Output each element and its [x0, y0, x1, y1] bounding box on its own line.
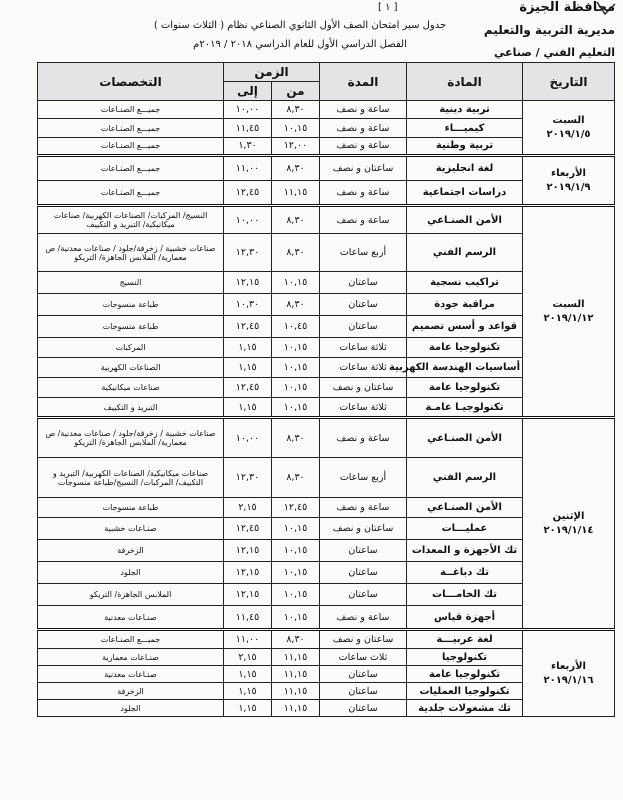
- duration-cell: ساعتان و نصف: [320, 378, 407, 398]
- from-cell: ١٠,١٥: [272, 584, 320, 606]
- subject-cell: تك الأجهزة و المعدات: [407, 540, 523, 562]
- to-cell: ١,١٥: [224, 338, 272, 358]
- subject-cell: تكنولوجيا عامة: [407, 378, 523, 398]
- from-cell: ١٠,١٥: [272, 540, 320, 562]
- spec-cell: طباعة منسوجات: [38, 316, 224, 338]
- duration-cell: ساعة و نصف: [320, 418, 407, 458]
- subject-cell: لغة عربيـــة: [407, 630, 523, 649]
- to-cell: ٢,١٥: [224, 649, 272, 666]
- from-cell: ١١,١٥: [272, 181, 320, 206]
- from-cell: ١٠,١٥: [272, 398, 320, 418]
- day-cell: [523, 630, 615, 717]
- subject-cell: تك دباغــة: [407, 562, 523, 584]
- to-cell: ١٢,٣٠: [224, 458, 272, 498]
- to-cell: ١,١٥: [224, 666, 272, 683]
- day-cell: [523, 156, 615, 206]
- to-cell: ١,١٥: [224, 398, 272, 418]
- spec-cell: صناعات خشبية / زخرفة/جلود / صناعات معدنية/ ص معمارية/ الملابس الجاهزة/ التريكو: [38, 418, 224, 458]
- spec-cell: جميـــع الصنـاعات: [38, 181, 224, 206]
- duration-cell: ساعتان: [320, 666, 407, 683]
- to-cell: ١٠,٠٠: [224, 101, 272, 119]
- spec-cell: صناعات ميكانيكية: [38, 378, 224, 398]
- header-to: إلى: [224, 82, 272, 101]
- section-title: التعليم الفني / صناعي: [493, 46, 615, 59]
- subject-cell: كيميـــاء: [407, 119, 523, 137]
- spec-cell: النسيج: [38, 272, 224, 294]
- duration-cell: ساعة و نصف: [320, 181, 407, 206]
- to-cell: ١٢,٤٥: [224, 518, 272, 540]
- from-cell: ٨,٣٠: [272, 630, 320, 649]
- to-cell: ١١,٤٥: [224, 606, 272, 630]
- to-cell: ٢,١٥: [224, 498, 272, 518]
- from-cell: ١٠,١٥: [272, 518, 320, 540]
- duration-cell: ثلاث ساعات: [320, 649, 407, 666]
- spec-cell: صناعات خشبية / زخرفة/جلود / صناعات معدنية/ ص معمارية/ الملابس الجاهزة/ التريكو: [38, 234, 224, 272]
- subject-cell: تربية وطنية: [407, 137, 523, 155]
- to-cell: ١,١٥: [224, 700, 272, 717]
- subject-cell: تكنولوجيا عامة: [407, 338, 523, 358]
- duration-cell: ساعة و نصف: [320, 498, 407, 518]
- to-cell: ١٢,٤٥: [224, 378, 272, 398]
- duration-cell: ساعتان: [320, 272, 407, 294]
- header-time: الزمن: [224, 63, 320, 82]
- from-cell: ٨,٣٠: [272, 101, 320, 119]
- subject-cell: الأمن الصنـاعي: [407, 418, 523, 458]
- duration-cell: ساعتان: [320, 294, 407, 316]
- spec-cell: الجلود: [38, 562, 224, 584]
- to-cell: ١٠,٣٠: [224, 294, 272, 316]
- to-cell: ١٢,١٥: [224, 540, 272, 562]
- to-cell: ١٢,٤٥: [224, 316, 272, 338]
- spec-cell: الملابس الجاهزة/ التريكو: [38, 584, 224, 606]
- to-cell: ١٢,١٥: [224, 562, 272, 584]
- term-title: الفصل الدراسي الأول للعام الدراسي ٢٠١٨ / ٢٠١٩م: [193, 39, 407, 50]
- header-from: من: [272, 82, 320, 101]
- to-cell: ١٢,٣٠: [224, 234, 272, 272]
- duration-cell: ساعة و نصف: [320, 606, 407, 630]
- spec-cell: الزخرفة: [38, 540, 224, 562]
- to-cell: ١٢,١٥: [224, 584, 272, 606]
- duration-cell: ثلاثة ساعات: [320, 398, 407, 418]
- day-name: السبت: [552, 114, 585, 126]
- to-cell: ١١,٤٥: [224, 119, 272, 137]
- header-specializations: التخصصات: [38, 63, 224, 101]
- duration-cell: ساعتان و نصف: [320, 630, 407, 649]
- spec-cell: الزخرفة: [38, 683, 224, 700]
- day-name: الإثنين: [552, 510, 585, 522]
- spec-cell: صنـاعات معمارية: [38, 649, 224, 666]
- from-cell: ١٠,١٥: [272, 338, 320, 358]
- to-cell: ١٢,٤٥: [224, 181, 272, 206]
- day-name: الأربعاء: [551, 660, 586, 672]
- day-date: ٢٠١٩/١/١٦: [543, 674, 594, 686]
- subject-cell: الرسم الفني: [407, 458, 523, 498]
- subject-cell: تكنولوجيا عامة: [407, 666, 523, 683]
- subject-cell: قواعد و أسس تصميم: [407, 316, 523, 338]
- spec-cell: الجلود: [38, 700, 224, 717]
- duration-cell: ساعة و نصف: [320, 119, 407, 137]
- subject-cell: تربية دينية: [407, 101, 523, 119]
- header-duration: المدة: [320, 63, 407, 101]
- exam-schedule-table: [37, 62, 615, 717]
- to-cell: ١٠,٠٠: [224, 418, 272, 458]
- spec-cell: النسيج/ المركبات/ الصناعات الكهربية/ صناعات ميكانيكية/ التبريد و التكييف: [38, 206, 224, 234]
- spec-cell: التبريد و التكييف: [38, 398, 224, 418]
- duration-cell: ساعتان: [320, 584, 407, 606]
- spec-cell: جميـــع الصنـاعات: [38, 101, 224, 119]
- subject-cell: مراقبة جودة: [407, 294, 523, 316]
- duration-cell: أربع ساعات: [320, 234, 407, 272]
- day-cell: [523, 206, 615, 418]
- subject-cell: لغة انجليزية: [407, 156, 523, 181]
- day-date: ٢٠١٩/١/٩: [546, 181, 591, 193]
- day-date: ٢٠١٩/١/٥: [546, 128, 591, 140]
- from-cell: ١٠,٤٥: [272, 316, 320, 338]
- duration-cell: أربع ساعات: [320, 458, 407, 498]
- to-cell: ١,١٥: [224, 358, 272, 378]
- spec-cell: صنـاعات معدنية: [38, 666, 224, 683]
- from-cell: ٨,٣٠: [272, 156, 320, 181]
- subject-cell: تكنولوجيا: [407, 649, 523, 666]
- from-cell: ١٢,٤٥: [272, 498, 320, 518]
- from-cell: ١١,١٥: [272, 683, 320, 700]
- to-cell: ١٠,٠٠: [224, 206, 272, 234]
- from-cell: ١٠,١٥: [272, 562, 320, 584]
- from-cell: ٨,٣٠: [272, 206, 320, 234]
- duration-cell: ساعتان: [320, 316, 407, 338]
- to-cell: ١١,٠٠: [224, 630, 272, 649]
- spec-cell: طباعة منسوجات: [38, 294, 224, 316]
- to-cell: ١,٣٠: [224, 137, 272, 155]
- day-cell: [523, 418, 615, 630]
- signature-mark: [595, 0, 617, 18]
- spec-cell: صنـاعات معدنية: [38, 606, 224, 630]
- subject-cell: تكنولوجيا العمليات: [407, 683, 523, 700]
- from-cell: ٨,٣٠: [272, 458, 320, 498]
- schedule-title: جدول سير امتحان الصف الأول الثانوي الصناعي نظام ( الثلاث سنوات ): [153, 20, 447, 31]
- from-cell: ٨,٣٠: [272, 418, 320, 458]
- header-subject: المادة: [407, 63, 523, 101]
- spec-cell: جميـــع الصنـاعات: [38, 119, 224, 137]
- subject-cell: عمليـــات: [407, 518, 523, 540]
- day-name: الأربعاء: [551, 167, 586, 179]
- from-cell: ١٠,١٥: [272, 606, 320, 630]
- page-number: [ ١ ]: [378, 2, 398, 13]
- from-cell: ١٠,١٥: [272, 119, 320, 137]
- duration-cell: ساعتان: [320, 540, 407, 562]
- spec-cell: الصناعات الكهربية: [38, 358, 224, 378]
- day-cell: [523, 101, 615, 156]
- duration-cell: ثلاثة ساعات: [320, 358, 407, 378]
- spec-cell: صنـاعات خشبية: [38, 518, 224, 540]
- subject-cell: تك الخامـــات: [407, 584, 523, 606]
- subject-cell: تكنولوجيـا عامـة: [407, 398, 523, 418]
- spec-cell: جميـــع الصنـاعات: [38, 630, 224, 649]
- day-name: السبت: [552, 298, 585, 310]
- day-date: ٢٠١٩/١/١٤: [543, 524, 594, 536]
- spec-cell: المركبات: [38, 338, 224, 358]
- duration-cell: ساعة و نصف: [320, 101, 407, 119]
- day-date: ٢٠١٩/١/١٢: [543, 312, 594, 324]
- duration-cell: ساعة و نصف: [320, 137, 407, 155]
- from-cell: ١١,١٥: [272, 700, 320, 717]
- spec-cell: صناعات ميكانيكية/ الصناعات الكهربية/ التبريد و التكييف/ المركبات/ النسيج/طباعة منسوجات: [38, 458, 224, 498]
- spec-cell: طباعة منسوجات: [38, 498, 224, 518]
- from-cell: ١١,١٥: [272, 649, 320, 666]
- to-cell: ١,١٥: [224, 683, 272, 700]
- subject-cell: الرسم الفني: [407, 234, 523, 272]
- directorate-title: مديرية التربية والتعليم: [483, 23, 615, 37]
- governorate-title: محافظة الجيزة: [519, 0, 615, 15]
- from-cell: ١٢,٠٠: [272, 137, 320, 155]
- from-cell: ٨,٣٠: [272, 234, 320, 272]
- spec-cell: جميـــع الصنـاعات: [38, 137, 224, 155]
- from-cell: ١١,١٥: [272, 666, 320, 683]
- from-cell: ١٠,١٥: [272, 358, 320, 378]
- subject-cell: أجهزة قياس: [407, 606, 523, 630]
- duration-cell: ثلاثة ساعات: [320, 338, 407, 358]
- duration-cell: ساعتان: [320, 683, 407, 700]
- header-date: التاريخ: [523, 63, 615, 101]
- duration-cell: ساعتان: [320, 562, 407, 584]
- from-cell: ٨,٣٠: [272, 294, 320, 316]
- to-cell: ١٢,١٥: [224, 272, 272, 294]
- duration-cell: ساعة و نصف: [320, 206, 407, 234]
- subject-cell: الأمن الصنـاعي: [407, 498, 523, 518]
- duration-cell: ساعتان و نصف: [320, 156, 407, 181]
- from-cell: ١٠,١٥: [272, 272, 320, 294]
- to-cell: ١١,٠٠: [224, 156, 272, 181]
- duration-cell: ساعتان و نصف: [320, 518, 407, 540]
- subject-cell: دراسات اجتماعية: [407, 181, 523, 206]
- duration-cell: ساعتان: [320, 700, 407, 717]
- subject-cell: تراكيب نسجية: [407, 272, 523, 294]
- subject-cell: الأمن الصنـاعي: [407, 206, 523, 234]
- spec-cell: جميـــع الصنـاعات: [38, 156, 224, 181]
- subject-cell: أساسيات الهندسة الكهربية: [407, 358, 523, 378]
- subject-cell: تك مشغولات جلدية: [407, 700, 523, 717]
- from-cell: ١٠,١٥: [272, 378, 320, 398]
